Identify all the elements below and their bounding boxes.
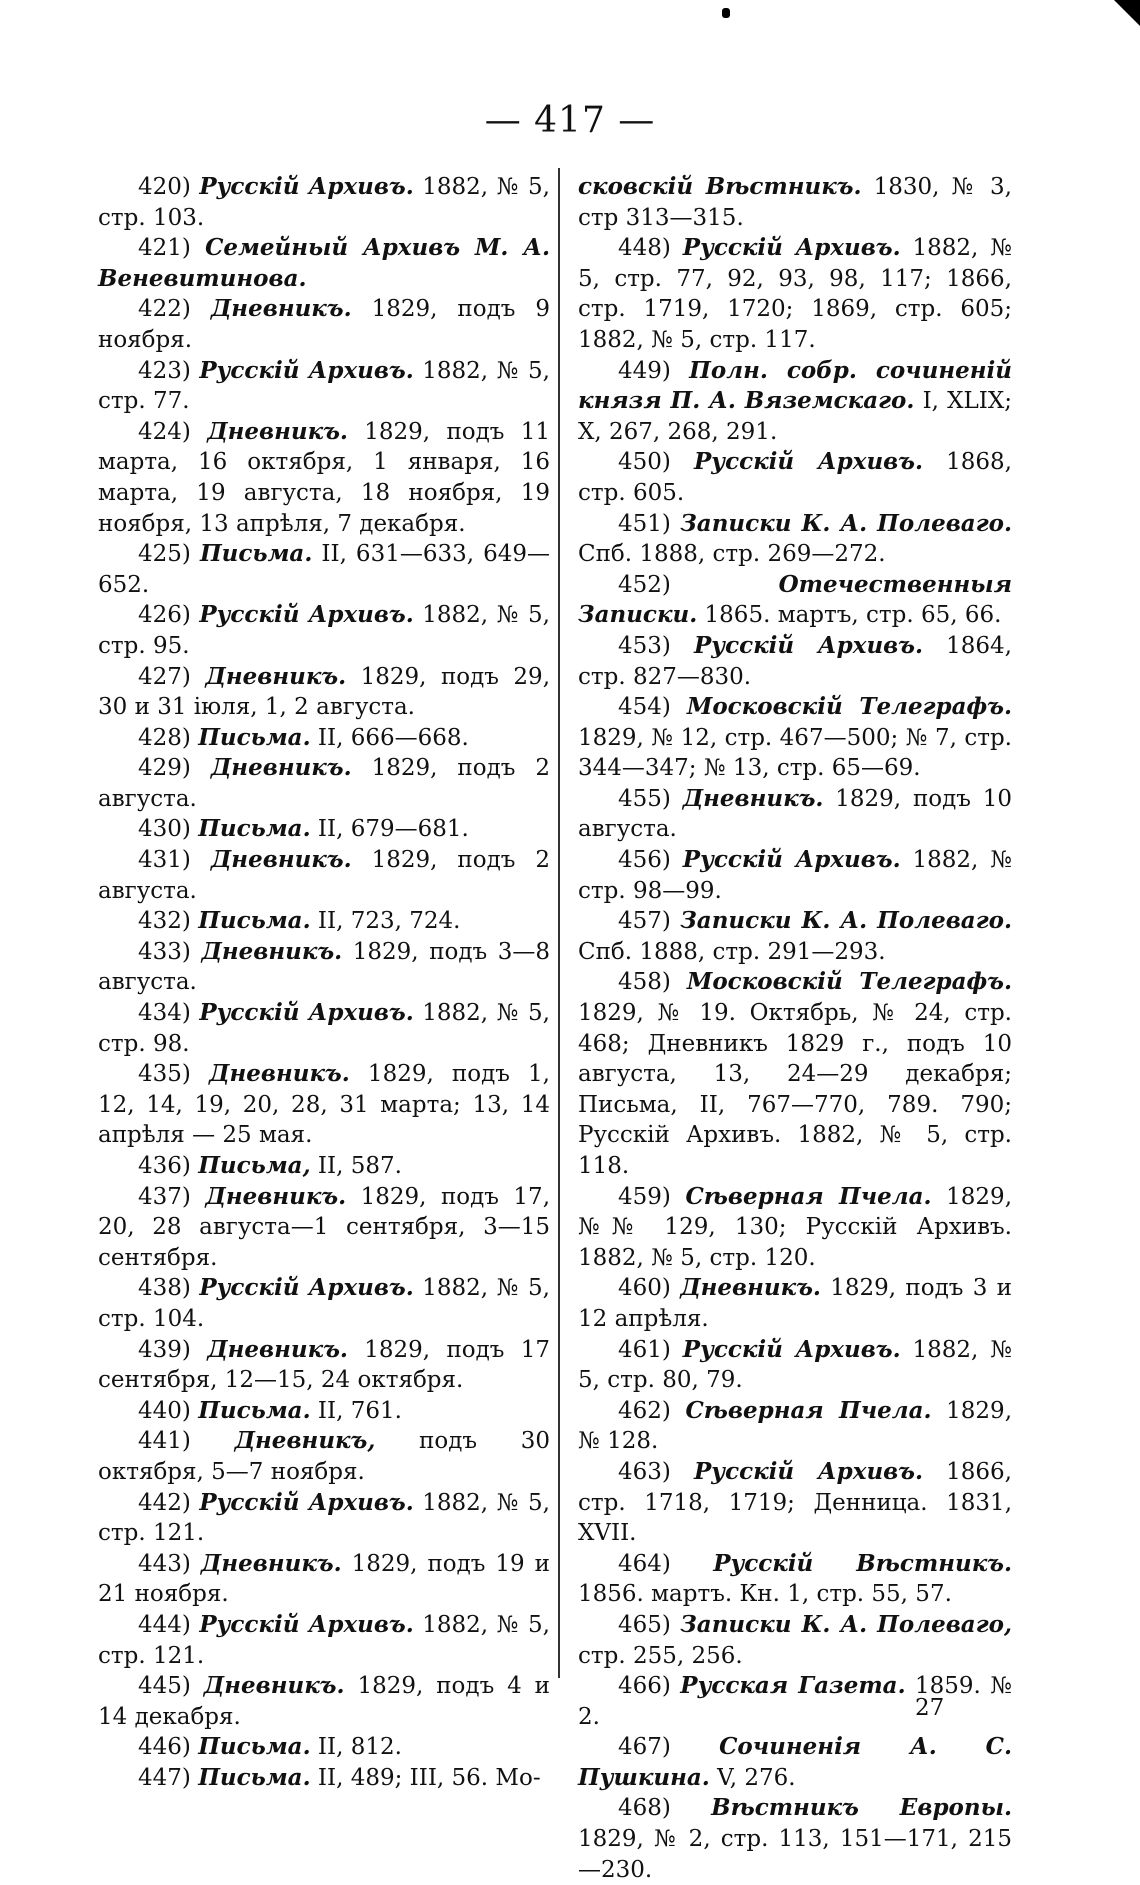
- footnote-number: 453): [618, 632, 671, 659]
- footnote-details: 1829, № 12, стр. 467—500; № 7, стр. 344—347; № 13, стр. 65—69.: [578, 724, 1012, 782]
- footnote-source-title: Дневникъ.: [205, 662, 347, 690]
- footnote-source-title: Письма.: [198, 723, 311, 751]
- footnote-source-title: Русскій Архивъ.: [199, 1610, 414, 1638]
- footnote-details: 1829, подъ 3 и 12 апрѣля.: [578, 1275, 1013, 1332]
- footnote-source-title: Письма.: [198, 1733, 311, 1761]
- footnote-entry: [578, 967, 1012, 1181]
- footnote-number: 427): [138, 663, 191, 690]
- footnote-entry: [98, 1488, 550, 1549]
- footnote-details: 1829, подъ 17 сентября, 12—15, 24 октября.: [98, 1336, 551, 1394]
- footnote-details: Спб. 1888, стр. 269—272.: [578, 541, 886, 568]
- footnote-source-title: Дневникъ.: [210, 295, 352, 323]
- footnote-entry: [98, 1732, 550, 1763]
- footnote-details: 1882, № стр. 98—99.: [578, 847, 1013, 904]
- footnote-source-title: Письма.: [198, 907, 311, 935]
- footnote-entry: [98, 1763, 550, 1794]
- footnote-number: 466): [618, 1673, 671, 1700]
- footnote-number: 439): [138, 1336, 191, 1363]
- footnote-details: 1859. № 2.: [578, 1673, 1013, 1730]
- footnote-details: 1882, № 5, стр. 98.: [98, 1000, 550, 1057]
- footnote-number: 450): [618, 449, 671, 476]
- footnote-entry: [98, 937, 550, 998]
- footnote-details: 1882, № 5, стр. 121.: [98, 1489, 550, 1547]
- footnote-source-title: Русскій Архивъ.: [199, 1488, 414, 1516]
- signature-mark: 27: [915, 1695, 945, 1721]
- footnote-number: 448): [618, 235, 671, 262]
- footnote-details: 1829, подъ 1, 12, 14, 19, 20, 28, 31 марта; 13, 14 апрѣля — 25 мая.: [98, 1061, 550, 1149]
- footnote-source-title: Письма.: [199, 540, 313, 568]
- footnote-details: 1829, №№ 129, 130; Русскій Архивъ. 1882, № 5, стр. 120.: [578, 1183, 1012, 1271]
- footnote-source-title: Дневникъ.: [682, 784, 824, 812]
- right-column: [578, 172, 1012, 1885]
- footnote-number: 461): [618, 1336, 671, 1363]
- footnote-details: 1830, № 3, стр 313—315.: [578, 174, 1012, 231]
- footnote-number: 426): [138, 602, 191, 629]
- footnote-entry: [98, 172, 550, 233]
- footnote-details: II, 761.: [310, 1397, 402, 1424]
- footnote-number: 451): [618, 510, 671, 537]
- footnote-source-title: Записки К. А. Полеваго,: [680, 1610, 1012, 1638]
- footnote-source-title: Русскій Архивъ.: [682, 1335, 901, 1363]
- footnote-details: II, 723, 724.: [310, 908, 461, 935]
- footnote-details: 1829, № 128.: [578, 1397, 1012, 1455]
- footnote-number: 454): [618, 694, 671, 721]
- footnote-number: 459): [618, 1183, 671, 1210]
- footnote-entry: [98, 356, 550, 417]
- footnote-details: 1829, подъ 11 марта, 16 октября, 1 января, 16 марта, 19 августа, 18 ноября, 19 ноября, 13 апрѣля, 7 декабря.: [98, 418, 551, 537]
- footnote-number: 438): [138, 1275, 191, 1302]
- footnote-number: 440): [138, 1397, 191, 1424]
- footnote-entry: [578, 1793, 1012, 1885]
- footnote-number: 449): [618, 357, 671, 384]
- footnote-number: 467): [618, 1734, 671, 1761]
- footnote-entry: [578, 1610, 1012, 1671]
- footnote-entry: [578, 1732, 1012, 1793]
- footnote-entry: [578, 447, 1012, 508]
- footnote-source-title: Записки К. А. Полеваго.: [680, 509, 1012, 537]
- footnote-source-title: Русскій Архивъ.: [682, 846, 901, 874]
- footnote-number: 435): [138, 1061, 191, 1088]
- footnote-number: 441): [138, 1428, 191, 1455]
- footnote-entry: [578, 906, 1012, 967]
- footnote-entry: [578, 172, 1012, 233]
- footnote-entry: [98, 662, 550, 723]
- footnote-entry: [98, 1396, 550, 1427]
- footnote-details: 1829, подъ 9 ноября.: [98, 296, 550, 353]
- footnote-entry: [578, 1273, 1012, 1334]
- footnote-source-title: Русскій Вѣстникъ.: [713, 1549, 1012, 1577]
- footnote-details: 1882, № 5, стр. 104.: [98, 1275, 550, 1332]
- footnote-number: 428): [138, 724, 191, 751]
- footnote-entry: [98, 1335, 550, 1396]
- footnote-source-title: Отечественныя Записки.: [578, 570, 1012, 629]
- footnote-entry: [578, 570, 1012, 631]
- footnote-details: 1882, № 5, стр. 95.: [98, 602, 550, 659]
- footnote-source-title: Московскій Телеграфъ.: [686, 968, 1012, 996]
- footnote-number: 457): [618, 908, 671, 935]
- footnote-source-title: Дневникъ.: [207, 417, 348, 445]
- footnote-details: 1882, № 5, стр. 103.: [98, 174, 550, 231]
- footnote-entry: [98, 814, 550, 845]
- footnote-entry: [578, 233, 1012, 355]
- footnote-source-title: Московскій Телеграфъ.: [686, 693, 1012, 721]
- footnote-details: 1829, подъ 17, 20, 28 августа—1 сентября, 3—15 сентября.: [98, 1183, 551, 1271]
- footnote-details: подъ 30 октября, 5—7 ноября.: [98, 1428, 550, 1485]
- footnote-details: 1882, № 5, стр. 121.: [98, 1611, 550, 1669]
- footnote-source-title: Русскій Архивъ.: [694, 448, 924, 476]
- footnote-details: V, 276.: [709, 1764, 796, 1791]
- scan-ink-dot: [722, 8, 730, 18]
- footnote-number: 420): [138, 174, 191, 200]
- footnote-source-title: Вѣстникъ Европы.: [711, 1794, 1012, 1822]
- footnote-source-title: Дневникъ.: [205, 1182, 347, 1210]
- footnote-entry: [98, 233, 550, 294]
- footnote-entry: [98, 1151, 550, 1182]
- footnote-source-title: Русскій Архивъ.: [694, 631, 924, 659]
- footnote-entry: [578, 845, 1012, 906]
- footnote-source-title: Сѣверная Пчела.: [685, 1182, 932, 1210]
- footnote-number: 445): [138, 1673, 191, 1700]
- footnote-number: 429): [138, 755, 191, 782]
- footnote-entry: [98, 845, 550, 906]
- footnote-details: 1856. мартъ. Кн. 1, стр. 55, 57.: [578, 1581, 952, 1608]
- footnote-number: 463): [618, 1458, 671, 1485]
- footnote-details: 1829, № 2, стр. 113, 151—171, 215—230.: [578, 1826, 1012, 1883]
- footnote-number: 422): [138, 296, 191, 323]
- footnote-number: 462): [618, 1397, 671, 1424]
- footnote-source-title: Дневникъ.: [209, 1060, 350, 1088]
- footnote-number: 436): [138, 1153, 191, 1179]
- footnote-details: II, 679—681.: [310, 816, 469, 843]
- footnote-entry: [578, 356, 1012, 448]
- footnote-number: 431): [138, 847, 191, 874]
- footnote-source-title: Русскій Архивъ.: [694, 1457, 924, 1485]
- footnote-number: 460): [618, 1275, 671, 1302]
- footnote-entry: [578, 1671, 1012, 1732]
- footnote-details: II, 587.: [310, 1153, 402, 1179]
- footnote-source-title: Русская Газета.: [680, 1672, 906, 1700]
- footnote-details: 1829, подъ 3—8 августа.: [98, 938, 551, 996]
- footnote-entry: [578, 1335, 1012, 1396]
- footnote-number: 434): [138, 1000, 191, 1027]
- footnote-source-title: сковскій Вѣстникъ.: [578, 173, 862, 200]
- footnote-number: 423): [138, 357, 191, 384]
- footnote-entry: [98, 1426, 550, 1487]
- footnote-number: 425): [138, 541, 191, 568]
- footnote-source-title: Дневникъ,: [234, 1427, 376, 1455]
- footnote-number: 424): [138, 418, 191, 445]
- footnote-details: 1865. мартъ, стр. 65, 66.: [697, 602, 1002, 629]
- footnote-number: 430): [138, 816, 191, 843]
- footnote-number: 452): [618, 571, 671, 598]
- footnote-number: 446): [138, 1734, 191, 1761]
- footnote-entry: [98, 906, 550, 937]
- footnote-source-title: Письма,: [198, 1152, 311, 1179]
- footnote-source-title: Дневникъ.: [210, 846, 352, 874]
- left-column: [98, 172, 550, 1793]
- footnote-number: 458): [618, 969, 671, 996]
- footnote-details: II, 489; III, 56. Мо-: [310, 1764, 541, 1791]
- footnote-entry: [98, 539, 550, 600]
- footnote-entry: [98, 998, 550, 1059]
- footnote-entry: [578, 1182, 1012, 1274]
- footnote-details: 1829, подъ 2 августа.: [98, 755, 550, 812]
- footnote-number: 456): [618, 847, 671, 874]
- footnote-source-title: Сочиненія А. С. Пушкина.: [578, 1733, 1012, 1791]
- footnote-details: стр. 255, 256.: [578, 1642, 743, 1669]
- footnote-entry: [98, 1610, 550, 1671]
- footnote-details: 1868, стр. 605.: [578, 449, 1012, 506]
- footnote-details: 1882, № 5, стр. 77.: [98, 357, 550, 415]
- footnote-number: 432): [138, 908, 191, 935]
- footnote-details: 1829, подъ 10 августа.: [578, 785, 1013, 843]
- footnote-entry: [98, 723, 550, 754]
- footnote-details: II, 631—633, 649—652.: [98, 541, 550, 598]
- footnote-source-title: Дневникъ.: [200, 1549, 342, 1577]
- footnote-details: 1829, подъ 4 и 14 декабря.: [98, 1673, 550, 1730]
- footnote-source-title: Дневникъ.: [680, 1274, 821, 1302]
- footnote-entry: [98, 753, 550, 814]
- footnote-entry: [98, 1549, 550, 1610]
- footnote-source-title: Сѣверная Пчела.: [685, 1396, 932, 1424]
- footnote-source-title: Русскій Архивъ.: [199, 1274, 414, 1302]
- footnote-number: 437): [138, 1183, 191, 1210]
- footnote-details: 1829, подъ 29, 30 и 31 іюля, 1, 2 августа.: [98, 663, 551, 721]
- footnote-details: II, 812.: [310, 1734, 402, 1761]
- footnote-source-title: Русскій Архивъ.: [199, 173, 414, 200]
- footnote-number: 443): [138, 1550, 191, 1577]
- footnote-source-title: Письма.: [198, 815, 311, 843]
- column-divider: [558, 168, 560, 1678]
- footnote-entry: [578, 1396, 1012, 1457]
- footnote-number: 447): [138, 1764, 191, 1791]
- footnote-entry: [578, 631, 1012, 692]
- footnote-entry: [578, 692, 1012, 784]
- footnote-details: 1829, подъ 19 и 21 ноября.: [98, 1550, 551, 1608]
- footnote-source-title: Русскій Архивъ.: [199, 601, 414, 629]
- footnote-number: 444): [138, 1611, 191, 1638]
- footnote-entry: [578, 509, 1012, 570]
- footnote-details: 1866, стр. 1718, 1719; Денница. 1831, XVII.: [578, 1458, 1012, 1547]
- footnote-details: 1882, № 5, стр. 80, 79.: [578, 1336, 1013, 1394]
- footnote-source-title: Дневникъ.: [203, 1672, 345, 1700]
- footnote-source-title: Русскій Архивъ.: [199, 356, 414, 384]
- footnote-source-title: Русскій Архивъ.: [199, 999, 414, 1027]
- scan-corner-mark: [1114, 0, 1140, 26]
- footnote-entry: [98, 294, 550, 355]
- footnote-source-title: Записки К. А. Полеваго.: [680, 907, 1012, 935]
- footnote-source-title: Дневникъ.: [201, 937, 343, 965]
- footnote-details: 1829, подъ 2 августа.: [98, 847, 550, 904]
- footnote-entry: [98, 1182, 550, 1274]
- footnote-source-title: Письма.: [198, 1763, 311, 1791]
- footnote-entry: [98, 1273, 550, 1334]
- page-number: — 417 —: [484, 100, 656, 141]
- footnote-source-title: Полн. собр. сочиненій князя П. А. Вяземскаго.: [578, 356, 1012, 415]
- footnote-entry: [98, 1059, 550, 1151]
- footnote-entry: [578, 784, 1012, 845]
- footnote-entry: [98, 1671, 550, 1732]
- footnote-number: 464): [618, 1550, 671, 1577]
- footnote-details: 1829, № 19. Октябрь, № 24, стр. 468; Дневникъ 1829 г., подъ 10 августа, 13, 24—29 декабря; Письма, II, 767—770, 789. 790; Русскій Архивъ. 1882, № 5, стр. 118.: [578, 1000, 1012, 1179]
- footnote-details: I, XLIX; X, 267, 268, 291.: [578, 388, 1013, 445]
- footnote-number: 421): [138, 235, 191, 262]
- footnote-source-title: Семейный Архивъ М. А. Веневитинова.: [98, 234, 551, 292]
- footnote-number: 433): [138, 938, 191, 965]
- footnote-source-title: Русскій Архивъ.: [682, 234, 901, 262]
- footnote-details: II, 666—668.: [310, 724, 469, 751]
- footnote-number: 468): [618, 1795, 671, 1822]
- footnote-number: 455): [618, 785, 671, 812]
- footnote-number: 465): [618, 1611, 671, 1638]
- footnote-details: 1882, № 5, стр. 77, 92, 93, 98, 117; 1866, стр. 1719, 1720; 1869, стр. 605; 1882, № 5, стр. 117.: [578, 235, 1013, 353]
- footnote-entry: [578, 1457, 1012, 1549]
- footnote-entry: [98, 417, 550, 539]
- footnote-details: 1864, стр. 827—830.: [578, 632, 1012, 690]
- footnote-details: Спб. 1888, стр. 291—293.: [578, 938, 886, 965]
- footnote-number: 442): [138, 1489, 191, 1516]
- footnote-entry: [578, 1549, 1012, 1610]
- footnote-source-title: Дневникъ.: [210, 754, 352, 782]
- footnote-source-title: Письма.: [198, 1396, 311, 1424]
- footnote-source-title: Дневникъ.: [207, 1335, 348, 1363]
- footnote-entry: [98, 600, 550, 661]
